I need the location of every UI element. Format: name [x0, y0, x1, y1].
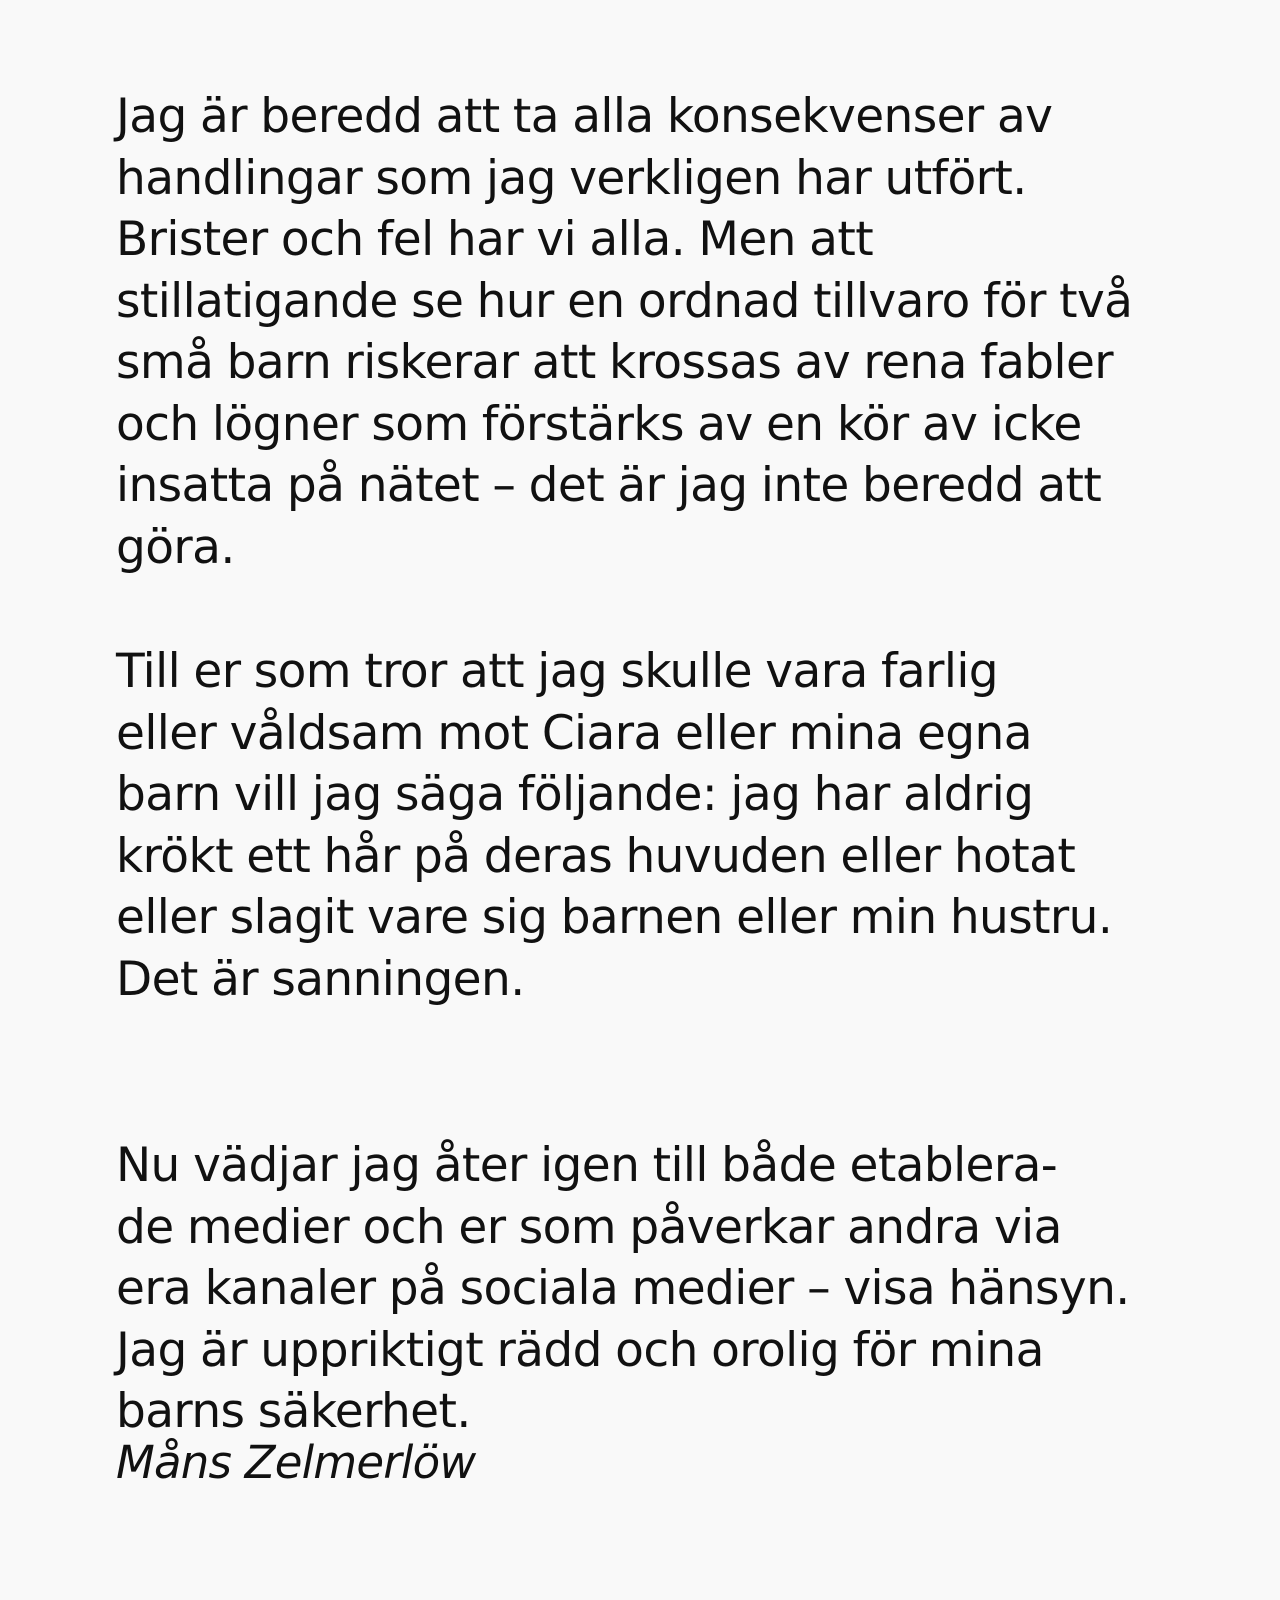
paragraph-line: eller slagit vare sig barnen eller min hustru. [116, 890, 1113, 945]
paragraph-line: Nu vädjar jag åter igen till både etablera- [116, 1138, 1058, 1193]
paragraph-line: Jag är uppriktigt rädd och orolig för mina [116, 1322, 1044, 1378]
paragraph-line: eller våldsam mot Ciara eller mina egna [116, 705, 1032, 761]
paragraph-line: handlingar som jag verkligen har utfört. [116, 150, 1027, 206]
paragraph-1 [116, 86, 1132, 578]
paragraph-line: krökt ett hår på deras huvuden eller hotat [116, 828, 1076, 884]
paragraph-line: göra. [116, 519, 235, 575]
paragraph-line: Brister och fel har vi alla. Men att [116, 212, 874, 267]
paragraph-line: Till er som tror att jag skulle vara farlig [116, 644, 999, 699]
paragraph-2 [116, 641, 1112, 1010]
paragraph-3 [116, 1135, 1130, 1443]
paragraph-line: barn vill jag säga följande: jag har aldrig [116, 767, 1034, 822]
signature: Måns Zelmerlöw [116, 1436, 476, 1489]
paragraph-line: barns säkerhet. [116, 1384, 471, 1439]
paragraph-line: Det är sanningen. [116, 951, 525, 1007]
paragraph-line: insatta på nätet – det är jag inte beredd att [116, 458, 1102, 513]
paragraph-line: och lögner som förstärks av en kör av icke [116, 396, 1082, 452]
paragraph-line: små barn riskerar att krossas av rena fabler [116, 335, 1114, 390]
paragraph-line: de medier och er som påverkar andra via [116, 1199, 1062, 1255]
paragraph-line: stillatigande se hur en ordnad tillvaro för två [116, 273, 1133, 329]
paragraph-line: era kanaler på sociala medier – visa hänsyn. [116, 1261, 1130, 1316]
paragraph-line: Jag är beredd att ta alla konsekvenser av [116, 89, 1053, 144]
